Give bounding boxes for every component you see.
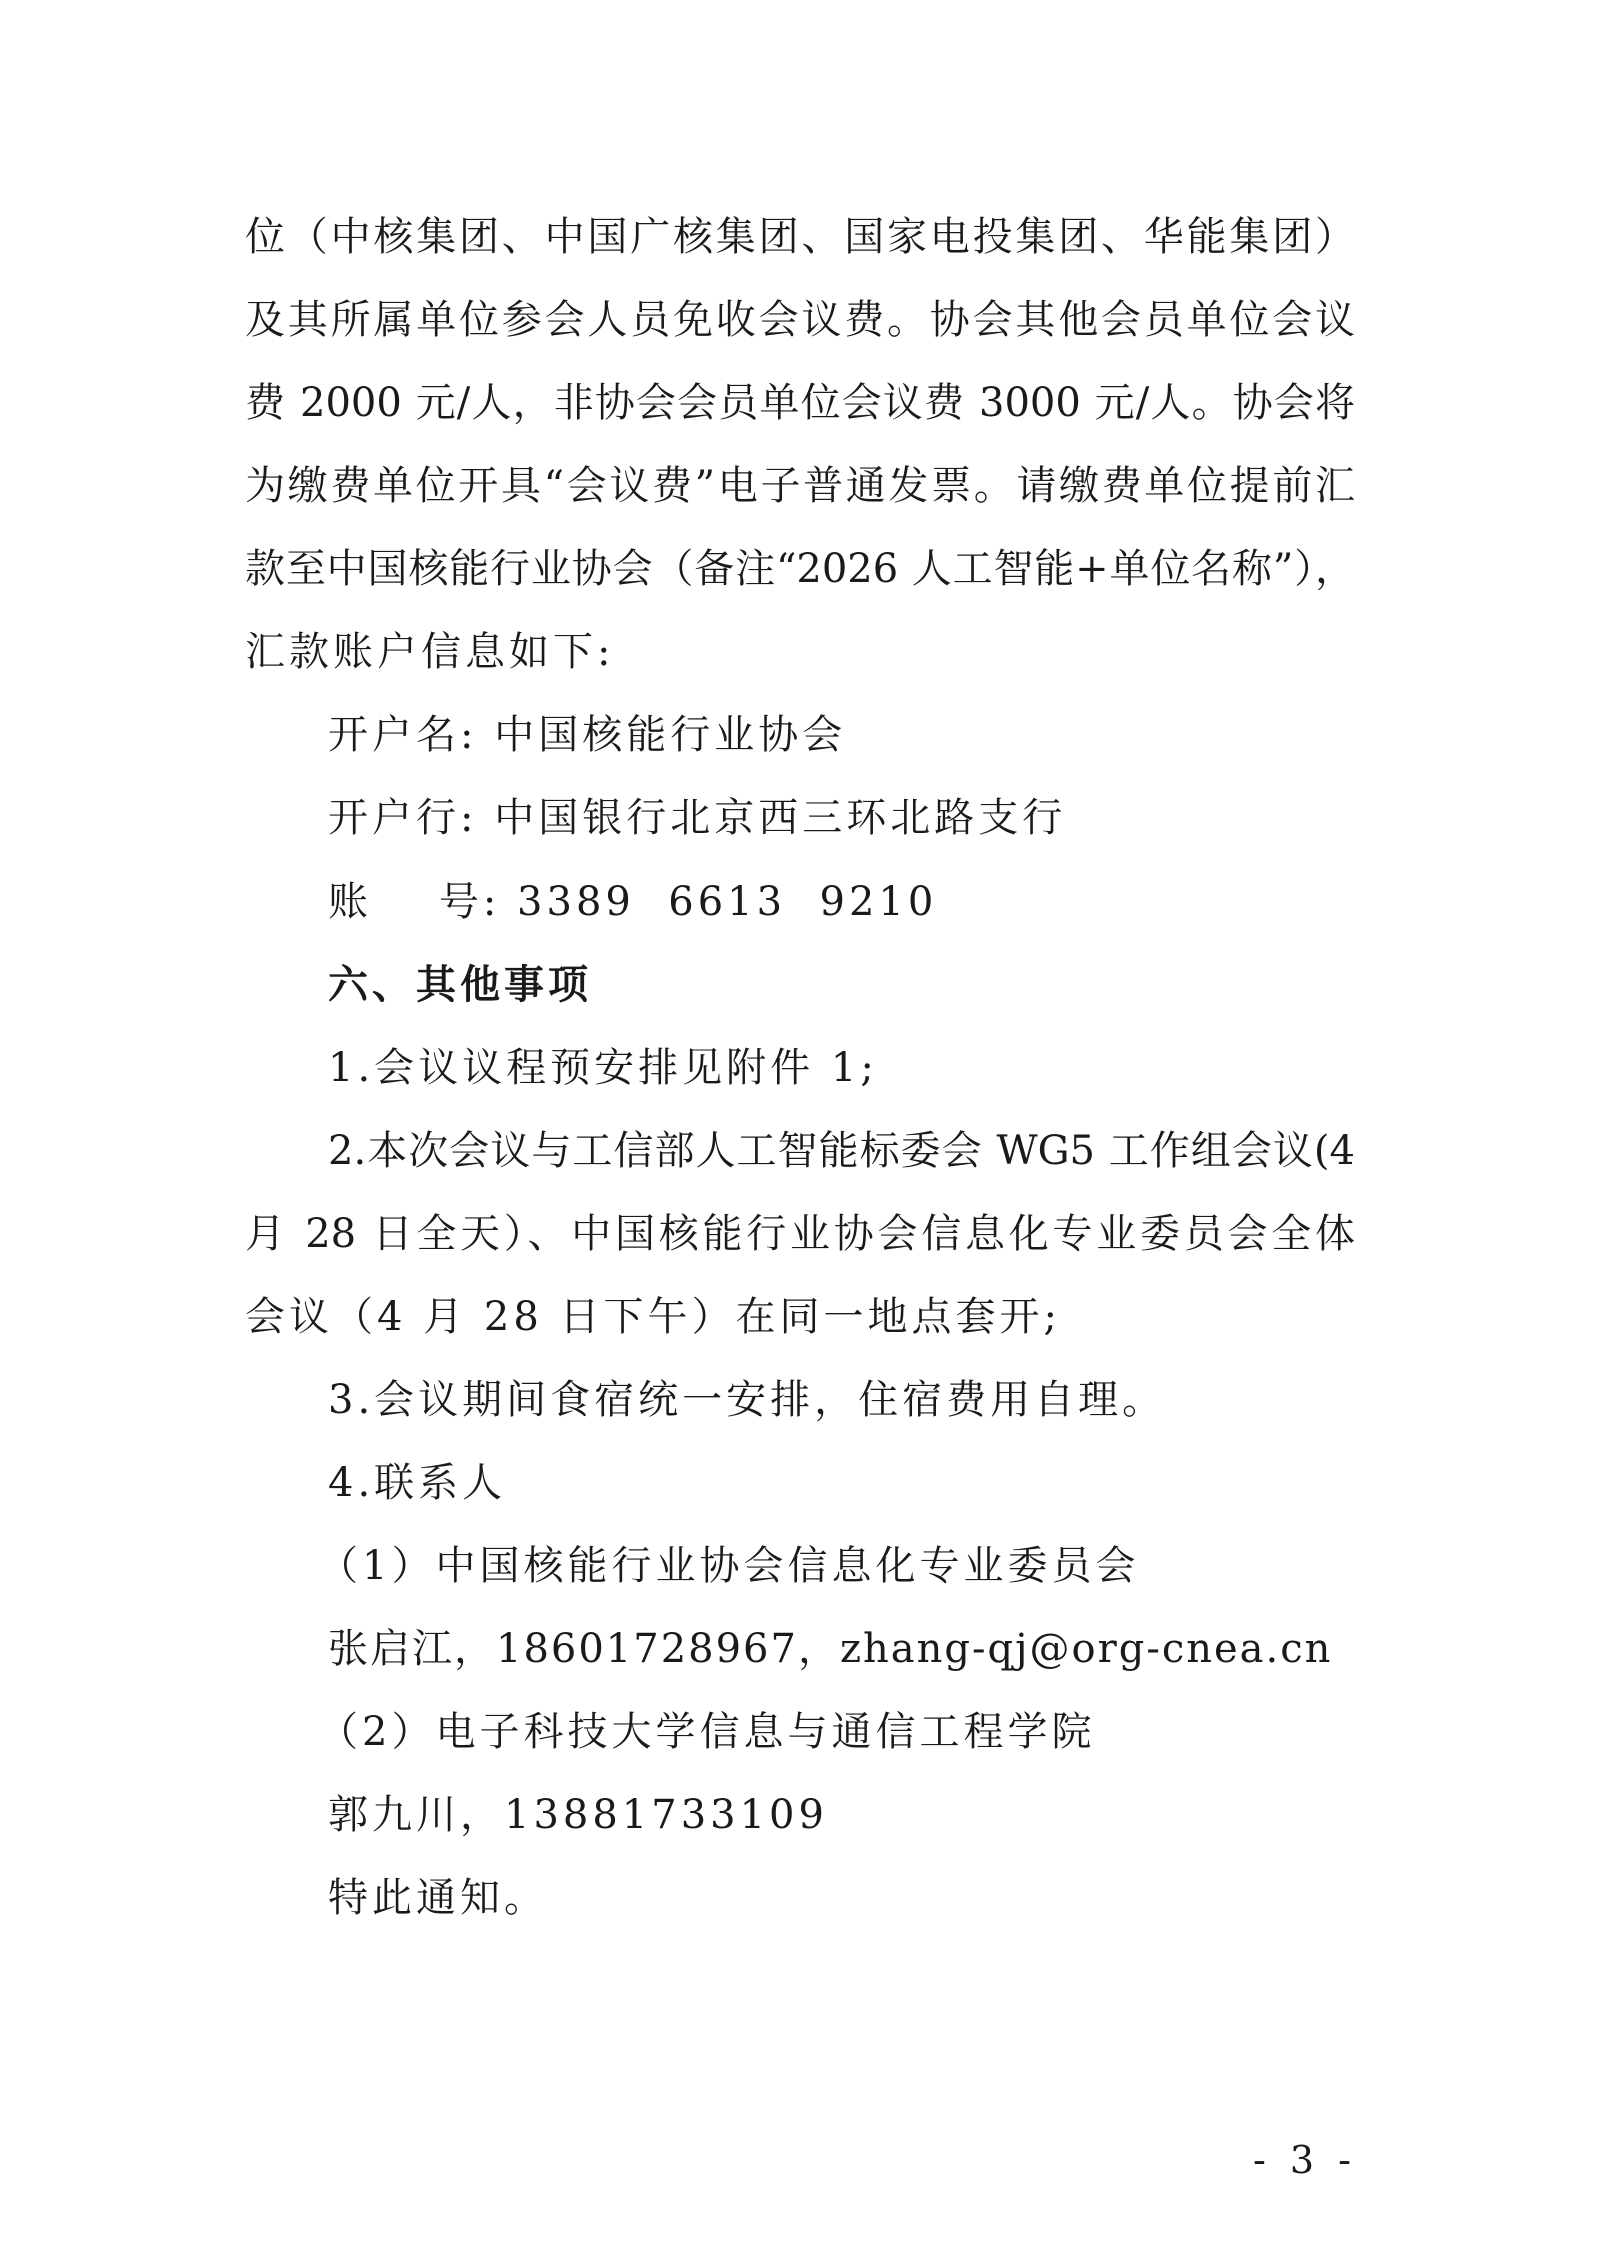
contact-person-1: 张启江，18601728967，zhang-qj@org-cnea.cn [328,1626,1333,1672]
account-name: 开户名: 中国核能行业协会 [328,712,847,758]
contact-person-2: 郭九川，13881733109 [328,1792,828,1838]
paragraph-line: 为缴费单位开具“会议费”电子普通发票。请缴费单位提前汇 [245,463,1355,509]
contact-org-1: （1）中国核能行业协会信息化专业委员会 [318,1543,1140,1589]
account-bank: 开户行: 中国银行北京西三环北路支行 [328,795,1067,841]
page-number: - 3 - [1252,2138,1357,2182]
item-4: 4.联系人 [328,1460,507,1506]
closing-text: 特此通知。 [328,1875,548,1921]
paragraph-line: 费 2000 元/人，非协会会员单位会议费 3000 元/人。协会将 [245,380,1355,426]
item-2-line: 月 28 日全天）、中国核能行业协会信息化专业委员会全体 [245,1211,1355,1257]
paragraph-line: 款至中国核能行业协会（备注“2026 人工智能+单位名称”）， [245,546,1355,592]
item-3: 3.会议期间食宿统一安排，住宿费用自理。 [328,1377,1167,1423]
section-heading: 六、其他事项 [328,962,592,1008]
contact-org-2: （2）电子科技大学信息与通信工程学院 [318,1709,1096,1755]
item-2-line: 2.本次会议与工信部人工智能标委会 WG5 工作组会议(4 [328,1128,1355,1174]
item-2-line: 会议（4 月 28 日下午）在同一地点套开; [245,1294,1061,1340]
paragraph-line: 汇款账户信息如下: [245,629,615,675]
item-1: 1.会议议程预安排见附件 1; [328,1045,878,1091]
paragraph-line: 及其所属单位参会人员免收会议费。协会其他会员单位会议 [245,297,1355,343]
account-number: 账 号: 3389 6613 9210 [328,879,938,925]
paragraph-line: 位（中核集团、中国广核集团、国家电投集团、华能集团） [245,214,1355,260]
